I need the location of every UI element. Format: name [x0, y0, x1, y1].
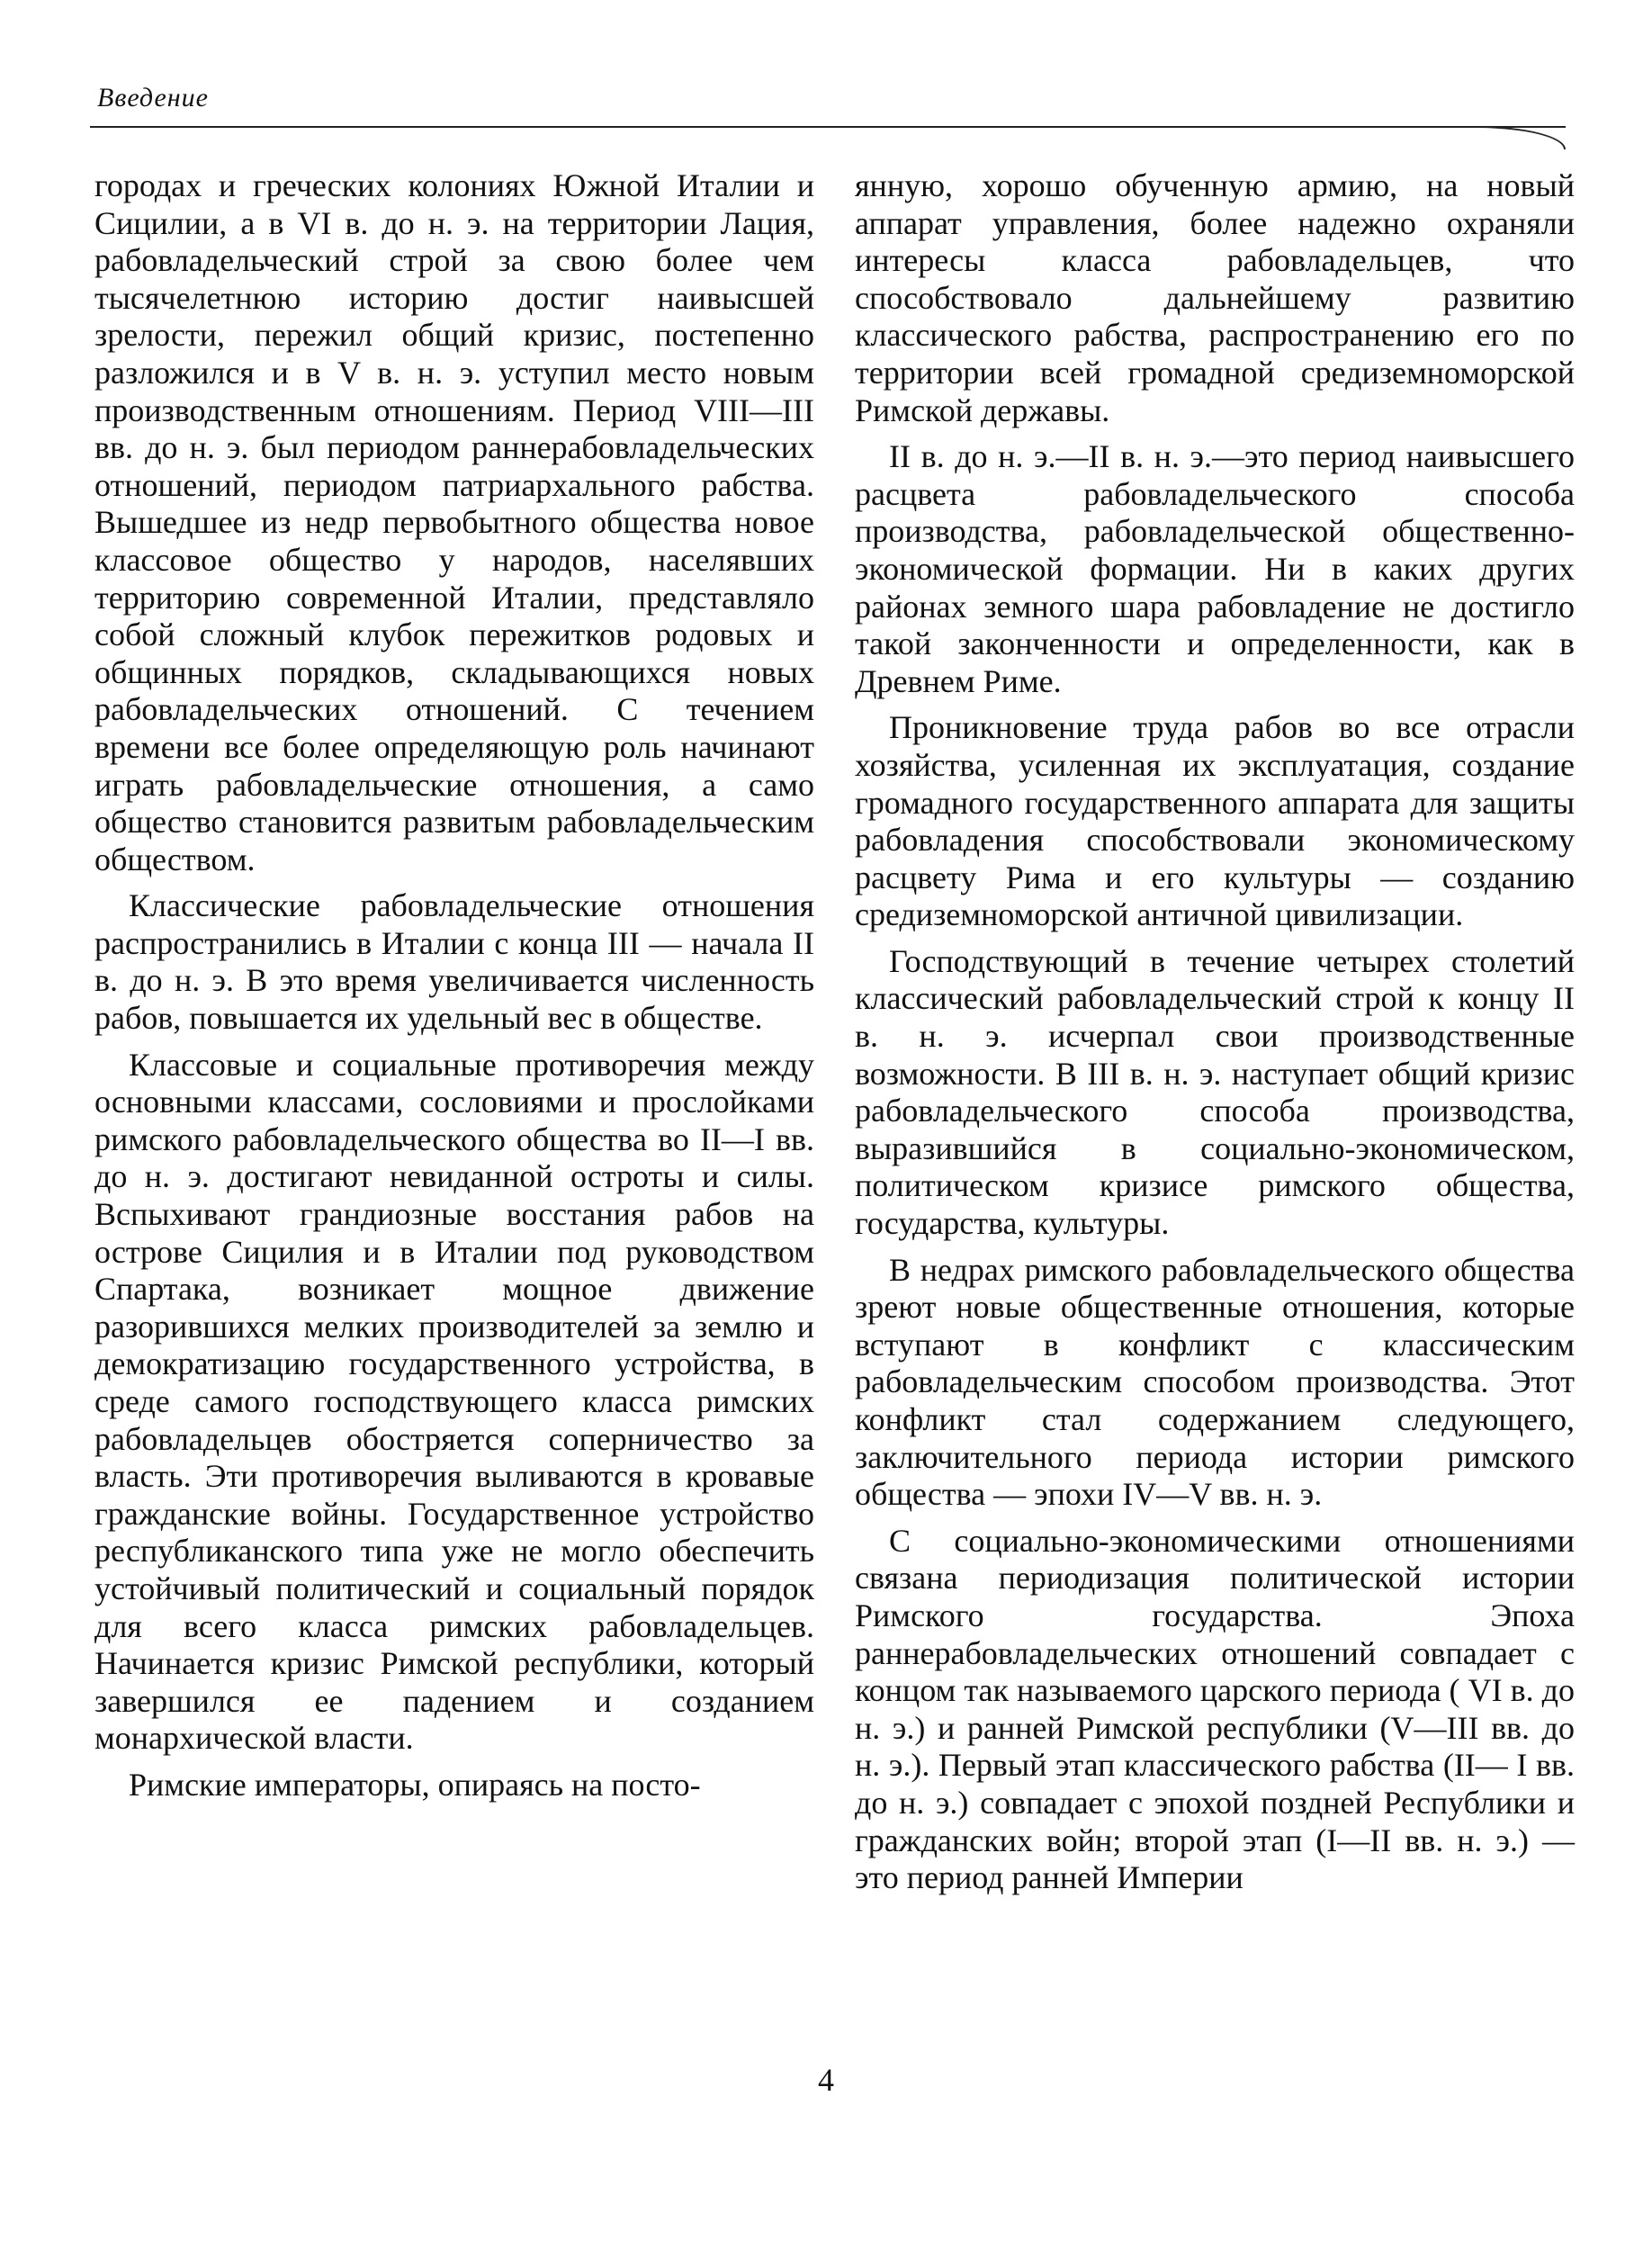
- right-column: [855, 167, 1575, 1906]
- paragraph: Римские императоры, опираясь на посто-: [129, 1766, 701, 1803]
- paragraph: Классовые и социальные противоречия между основными классами, сословиями и прослойками римского рабовладельческого общества во II—I вв. до н. э. достигают невиданной остроты и силы. Вспыхивают грандиозные восстания рабов на острове Сицилия и в Италии под руководством Спартака, возникает мощное движение разорившихся мелких производителей за землю и демократизацию государственного устройства, в среде самого господствующего класса римских рабовладельцев обостряется соперничество за власть. Эти противоречия выливаются в кровавые гражданские войны. Государственное устройство республиканского типа уже не могло обеспечить устойчивый политический и социальный порядок для всего класса римских рабовладельцев. Начинается кризис Римской республики, который завершился ее падением и созданием монархической власти.: [94, 1046, 814, 1757]
- paragraph: городах и греческих колониях Южной Италии и Сицилии, а в VI в. до н. э. на территории Лация, рабовладельческий строй за свою более чем тысячелетнюю историю достиг наивысшей зрелости, пережил общий кризис, постепенно разложился и в V в. н. э. уступил место новым производственным отношениям. Период VIII—III вв. до н. э. был периодом раннерабовладельческих отношений, периодом патриархального рабства. Вышедшее из недр первобытного общества новое классовое общество у народов, населявших территорию современной Италии, представляло собой сложный клубок пережитков родовых и общинных порядков, складывающихся новых рабовладельческих отношений. С течением времени все более определяющую роль начинают играть рабовладельческие отношения, а само общество становится развитым рабовладельческим обществом.: [94, 167, 814, 877]
- paragraph: янную, хорошо обученную армию, на новый аппарат управления, более надежно охраняли интересы класса рабовладельцев, что способствовало дальнейшему развитию классического рабства, распространению его по территории всей громадной средиземноморской Римской державы.: [855, 167, 1575, 428]
- paragraph: II в. до н. э.—II в. н. э.—это период наивысшего расцвета рабовладельческого способа производства, рабовладельческой общественно-экономической формации. Ни в каких других районах земного шара рабовладение не достигло такой законченности и определенности, как в Древнем Риме.: [855, 438, 1575, 699]
- paragraph: Проникновение труда рабов во все отрасли хозяйства, усиленная их эксплуатация, создание громадного государственного аппарата для защиты рабовладения способствовали экономическому расцвету Рима и его культуры — созданию средиземноморской античной цивилизации.: [855, 709, 1575, 933]
- left-column: [94, 167, 814, 1813]
- paragraph: Классические рабовладельческие отношения распространились в Италии с конца III — начала II в. до н. э. В это время увеличивается численность рабов, повышается их удельный вес в обществе.: [94, 887, 814, 1037]
- paragraph: В недрах римского рабовладельческого общества зреют новые общественные отношения, которые вступают в конфликт с классическим рабовладельческим способом производства. Этот конфликт стал содержанием следующего, заключительного периода истории римского общества — эпохи IV—V вв. н. э.: [855, 1251, 1575, 1513]
- paragraph: Господствующий в течение четырех столетий классический рабовладельческий строй к концу II в. н. э. исчерпал свои производственные возможности. В III в. н. э. наступает общий кризис рабовладельческого способа производства, выразившийся в социально-экономическом, политическом кризисе римского общества, государства, культуры.: [855, 942, 1575, 1242]
- header-rule-hook: [1476, 126, 1566, 149]
- paragraph: С социально-экономическими отношениями связана периодизация политической истории Римского государства. Эпоха раннерабовладельческих отношений совпадает с концом так называемого царского периода ( VI в. до н. э.) и ранней Римской республики (V—III вв. до н. э.). Первый этап классического рабства (II— I вв. до н. э.) совпадает с эпохой поздней Республики и гражданских войн; второй этап (I—II вв. н. э.) — это период ранней Империи: [855, 1522, 1575, 1896]
- header-rule: [90, 126, 1566, 128]
- running-head: Введение: [97, 83, 209, 112]
- page-number: 4: [818, 2062, 834, 2098]
